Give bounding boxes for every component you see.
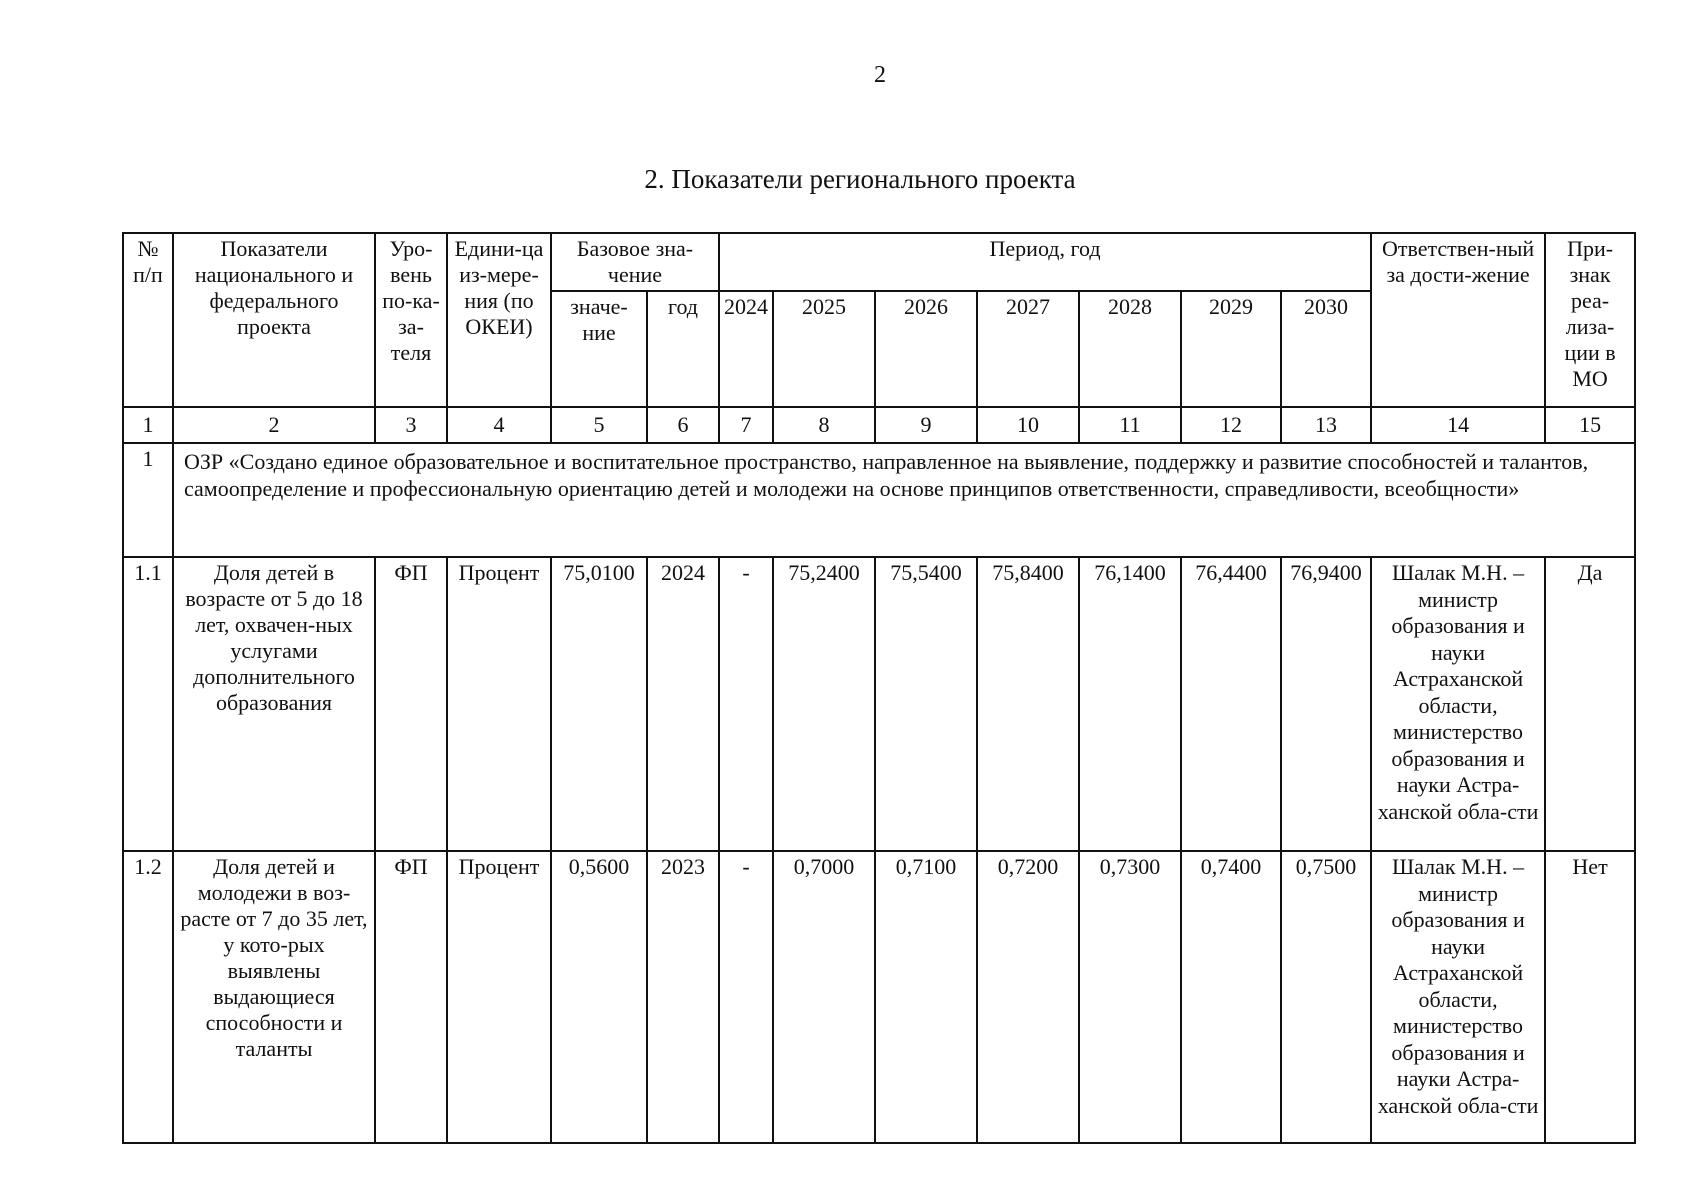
- column-number: 6: [647, 407, 719, 443]
- column-number: 12: [1181, 407, 1281, 443]
- row-level: ФП: [375, 851, 447, 1143]
- header-base: Базовое зна-чение: [551, 233, 719, 291]
- column-number: 8: [773, 407, 875, 443]
- row-value-2027: 75,8400: [977, 557, 1079, 851]
- row-value-2027: 0,7200: [977, 851, 1079, 1143]
- header-level: Уро-вень по-ка-за-теля: [375, 233, 447, 407]
- row-base-year: 2023: [647, 851, 719, 1143]
- row-value-2026: 0,7100: [875, 851, 977, 1143]
- indicators-table: [122, 232, 1636, 1144]
- column-number: 5: [551, 407, 647, 443]
- row-value-2029: 0,7400: [1181, 851, 1281, 1143]
- header-year-2029: 2029: [1181, 291, 1281, 407]
- column-number: 2: [173, 407, 375, 443]
- row-value-2024: -: [719, 557, 773, 851]
- header-year-2028: 2028: [1079, 291, 1181, 407]
- row-base-year: 2024: [647, 557, 719, 851]
- row-unit: Процент: [447, 557, 551, 851]
- row-value-2025: 75,2400: [773, 557, 875, 851]
- page-number: 2: [874, 62, 886, 88]
- row-value-2025: 0,7000: [773, 851, 875, 1143]
- header-year-2025: 2025: [773, 291, 875, 407]
- column-number: 7: [719, 407, 773, 443]
- row-base-value: 75,0100: [551, 557, 647, 851]
- row-unit: Процент: [447, 851, 551, 1143]
- row-num: 1.1: [123, 557, 173, 851]
- goal-text: ОЗР «Создано единое образовательное и воспитательное пространство, направленное на выявление, поддержку и развитие способностей и талантов, самоопределение и профессиональную ориентацию детей и молодежи на основе принципов ответственности, справедливости, всеобщности»: [173, 443, 1635, 557]
- header-responsible: Ответствен-ный за дости-жение: [1371, 233, 1545, 407]
- row-responsible: Шалак М.Н. – министр образования и науки Астраханской области, министерство образования и науки Астра-ханской обла-сти: [1371, 851, 1545, 1143]
- column-number: 9: [875, 407, 977, 443]
- table-row: [123, 557, 1635, 851]
- row-indicator-name: Доля детей и молодежи в воз-расте от 7 до 35 лет, у кото-рых выявлены выдающиеся способности и таланты: [173, 851, 375, 1143]
- column-number: 15: [1545, 407, 1635, 443]
- row-value-2029: 76,4400: [1181, 557, 1281, 851]
- header-period: Период, год: [719, 233, 1371, 291]
- header-base-year: год: [647, 291, 719, 407]
- row-value-2024: -: [719, 851, 773, 1143]
- header-year-2030: 2030: [1281, 291, 1371, 407]
- row-mo-sign: Нет: [1545, 851, 1635, 1143]
- row-value-2026: 75,5400: [875, 557, 977, 851]
- header-mo-sign: При-знак реа-лиза-ции в МО: [1545, 233, 1635, 407]
- column-number-row: [123, 407, 1635, 443]
- table-row: [123, 851, 1635, 1143]
- row-num: 1.2: [123, 851, 173, 1143]
- column-number: 1: [123, 407, 173, 443]
- row-mo-sign: Да: [1545, 557, 1635, 851]
- row-value-2030: 76,9400: [1281, 557, 1371, 851]
- row-value-2028: 76,1400: [1079, 557, 1181, 851]
- column-number: 14: [1371, 407, 1545, 443]
- column-number: 11: [1079, 407, 1181, 443]
- column-number: 3: [375, 407, 447, 443]
- header-year-2024: 2024: [719, 291, 773, 407]
- column-number: 13: [1281, 407, 1371, 443]
- column-number: 4: [447, 407, 551, 443]
- header-year-2027: 2027: [977, 291, 1079, 407]
- goal-num: 1: [123, 443, 173, 557]
- document-title: 2. Показатели регионального проекта: [644, 164, 1076, 194]
- row-indicator-name: Доля детей в возрасте от 5 до 18 лет, охвачен-ных услугами дополнительного образования: [173, 557, 375, 851]
- header-unit: Едини-ца из-мере-ния (по ОКЕИ): [447, 233, 551, 407]
- header-indicator: Показатели национального и федерального проекта: [173, 233, 375, 407]
- column-number: 10: [977, 407, 1079, 443]
- header-row-top: [123, 233, 1635, 291]
- header-num: № п/п: [123, 233, 173, 407]
- row-value-2030: 0,7500: [1281, 851, 1371, 1143]
- row-base-value: 0,5600: [551, 851, 647, 1143]
- goal-row: [123, 443, 1635, 557]
- header-base-value: значе-ние: [551, 291, 647, 407]
- header-year-2026: 2026: [875, 291, 977, 407]
- row-responsible: Шалак М.Н. – министр образования и науки Астраханской области, министерство образования и науки Астра-ханской обла-сти: [1371, 557, 1545, 851]
- row-value-2028: 0,7300: [1079, 851, 1181, 1143]
- row-level: ФП: [375, 557, 447, 851]
